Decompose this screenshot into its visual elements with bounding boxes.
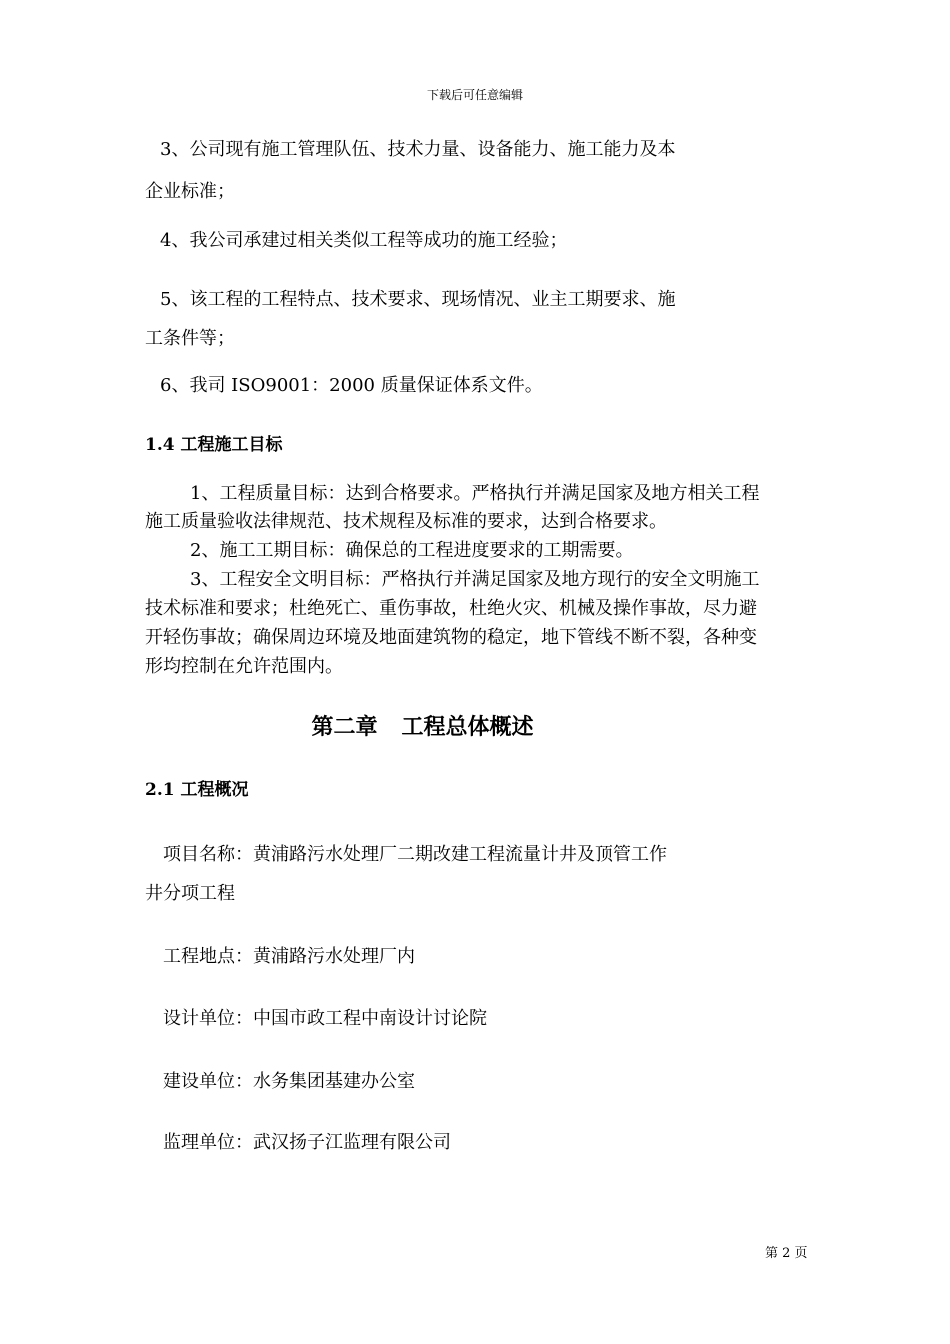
section-1-4-title: 1.4 工程施工目标 [145,435,283,455]
section-2-1-title: 2.1 工程概况 [145,780,249,800]
goal-safety-line4: 形均控制在允许范围内。 [145,656,343,677]
page-number: 第 2 页 [765,1246,808,1261]
design-unit: 设计单位：中国市政工程中南设计讨论院 [163,1008,487,1029]
construction-unit: 建设单位：水务集团基建办公室 [163,1071,415,1092]
goal-quality-line2: 施工质量验收法律规范、技术规程及标准的要求，达到合格要求。 [145,511,667,532]
chapter-name: 工程总体概述 [401,714,534,740]
basis-item-4: 4、我公司承建过相关类似工程等成功的施工经验； [160,230,568,251]
basis-item-3-line1: 3、公司现有施工管理队伍、技术力量、设备能力、施工能力及本 [160,139,676,160]
goal-safety-line3: 开轻伤事故；确保周边环境及地面建筑物的稳定，地下管线不断不裂，各种变 [145,627,757,648]
chapter-title [0,710,845,741]
basis-item-3-line2: 企业标准； [145,181,235,202]
goal-safety-line2: 技术标准和要求；杜绝死亡、重伤事故，杜绝火灾、机械及操作事故，尽力避 [145,598,757,619]
page-header: 下载后可任意编辑 [426,88,523,102]
project-name-line2: 井分项工程 [145,883,235,904]
project-location: 工程地点：黄浦路污水处理厂内 [163,946,415,967]
goal-schedule: 2、施工工期目标：确保总的工程进度要求的工期需要。 [190,540,634,561]
basis-item-6: 6、我司 ISO9001：2000 质量保证体系文件。 [160,375,543,396]
chapter-number: 第二章 [311,714,378,740]
basis-item-5-line2: 工条件等； [145,328,235,349]
supervision-unit: 监理单位：武汉扬子江监理有限公司 [163,1132,451,1153]
goal-safety-line1: 3、工程安全文明目标：严格执行并满足国家及地方现行的安全文明施工 [190,569,760,590]
project-name-line1: 项目名称：黄浦路污水处理厂二期改建工程流量计井及顶管工作 [163,844,667,865]
goal-quality-line1: 1、工程质量目标：达到合格要求。严格执行并满足国家及地方相关工程 [190,483,760,504]
basis-item-5-line1: 5、该工程的工程特点、技术要求、现场情况、业主工期要求、施 [160,289,676,310]
